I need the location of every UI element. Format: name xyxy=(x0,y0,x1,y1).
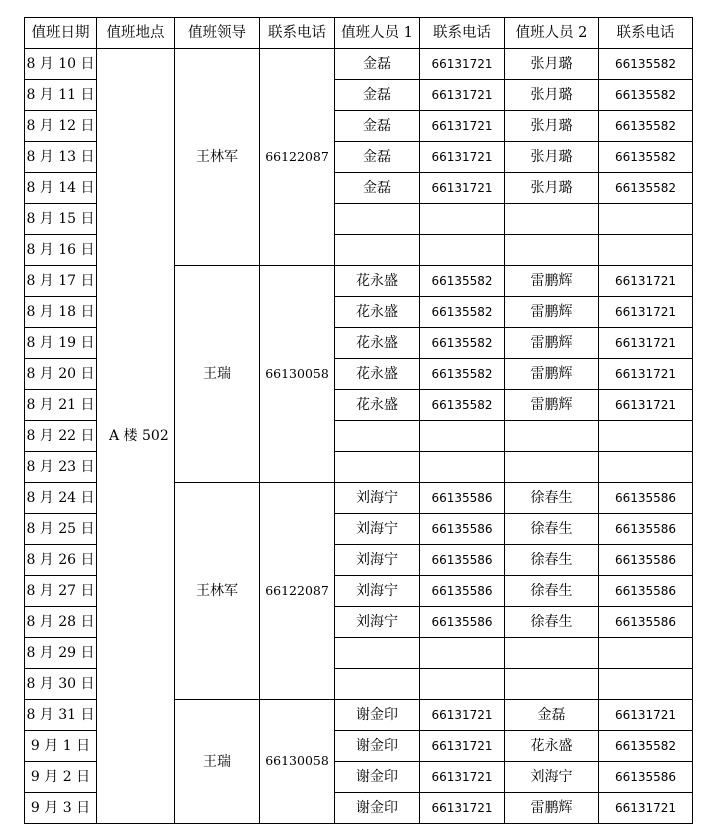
staff-2-cell: 金磊 xyxy=(505,700,599,731)
staff-2-phone-cell xyxy=(599,204,693,235)
staff-2-cell: 雷鹏辉 xyxy=(505,390,599,421)
duty-date-cell: 8 月 23 日 xyxy=(25,452,97,483)
staff-2-cell: 张月璐 xyxy=(505,173,599,204)
staff-1-cell: 金磊 xyxy=(335,49,420,80)
header-row xyxy=(25,18,693,49)
header-duty-date: 值班日期 xyxy=(25,18,97,49)
staff-2-phone-cell: 66135582 xyxy=(599,173,693,204)
staff-2-cell xyxy=(505,204,599,235)
staff-2-cell: 花永盛 xyxy=(505,731,599,762)
leader-phone-cell: 66130058 xyxy=(260,266,335,483)
staff-2-phone-cell xyxy=(599,452,693,483)
staff-1-phone-cell: 66131721 xyxy=(420,173,505,204)
staff-1-cell xyxy=(335,204,420,235)
staff-2-phone-cell: 66135582 xyxy=(599,49,693,80)
staff-1-phone-cell xyxy=(420,452,505,483)
staff-1-cell: 花永盛 xyxy=(335,328,420,359)
duty-date-cell: 8 月 28 日 xyxy=(25,607,97,638)
staff-2-phone-cell xyxy=(599,669,693,700)
leader-phone-cell: 66122087 xyxy=(260,49,335,266)
duty-date-cell: 8 月 27 日 xyxy=(25,576,97,607)
duty-date-cell: 8 月 25 日 xyxy=(25,514,97,545)
staff-1-phone-cell: 66135586 xyxy=(420,514,505,545)
staff-2-cell: 雷鹏辉 xyxy=(505,328,599,359)
duty-date-cell: 8 月 30 日 xyxy=(25,669,97,700)
staff-2-phone-cell: 66131721 xyxy=(599,297,693,328)
staff-1-cell: 谢金印 xyxy=(335,793,420,824)
staff-1-phone-cell: 66135582 xyxy=(420,390,505,421)
staff-1-cell: 花永盛 xyxy=(335,297,420,328)
staff-2-cell: 雷鹏辉 xyxy=(505,266,599,297)
header-duty-location: 值班地点 xyxy=(97,18,175,49)
staff-2-cell xyxy=(505,421,599,452)
staff-2-phone-cell: 66131721 xyxy=(599,328,693,359)
staff-2-cell: 雷鹏辉 xyxy=(505,359,599,390)
header-staff-2: 值班人员 2 xyxy=(505,18,599,49)
staff-1-cell xyxy=(335,452,420,483)
staff-1-cell: 金磊 xyxy=(335,111,420,142)
duty-date-cell: 8 月 11 日 xyxy=(25,80,97,111)
duty-date-cell: 8 月 17 日 xyxy=(25,266,97,297)
staff-1-phone-cell: 66131721 xyxy=(420,80,505,111)
staff-2-cell: 徐春生 xyxy=(505,483,599,514)
staff-1-cell: 刘海宁 xyxy=(335,483,420,514)
staff-1-cell: 谢金印 xyxy=(335,762,420,793)
staff-1-cell xyxy=(335,669,420,700)
staff-1-phone-cell: 66131721 xyxy=(420,700,505,731)
staff-2-cell xyxy=(505,638,599,669)
staff-2-phone-cell: 66135582 xyxy=(599,142,693,173)
staff-2-phone-cell xyxy=(599,421,693,452)
table-row xyxy=(25,49,693,80)
staff-2-phone-cell: 66131721 xyxy=(599,266,693,297)
duty-date-cell: 8 月 26 日 xyxy=(25,545,97,576)
staff-1-cell xyxy=(335,235,420,266)
staff-1-phone-cell: 66131721 xyxy=(420,762,505,793)
staff-2-phone-cell: 66135582 xyxy=(599,731,693,762)
staff-2-phone-cell: 66135582 xyxy=(599,80,693,111)
staff-2-cell: 雷鹏辉 xyxy=(505,793,599,824)
staff-2-phone-cell: 66135586 xyxy=(599,545,693,576)
staff-2-phone-cell: 66131721 xyxy=(599,390,693,421)
staff-2-phone-cell: 66135582 xyxy=(599,111,693,142)
duty-date-cell: 8 月 19 日 xyxy=(25,328,97,359)
staff-2-phone-cell: 66135586 xyxy=(599,762,693,793)
duty-location-cell: A 楼 502 xyxy=(97,49,175,824)
staff-1-cell: 花永盛 xyxy=(335,266,420,297)
duty-date-cell: 9 月 3 日 xyxy=(25,793,97,824)
duty-date-cell: 8 月 13 日 xyxy=(25,142,97,173)
staff-1-cell xyxy=(335,421,420,452)
staff-1-cell: 金磊 xyxy=(335,142,420,173)
leader-phone-cell: 66122087 xyxy=(260,483,335,700)
header-duty-leader: 值班领导 xyxy=(175,18,260,49)
staff-2-cell xyxy=(505,235,599,266)
header-staff-1-phone: 联系电话 xyxy=(420,18,505,49)
staff-2-cell xyxy=(505,669,599,700)
staff-1-cell: 金磊 xyxy=(335,80,420,111)
duty-date-cell: 8 月 31 日 xyxy=(25,700,97,731)
staff-1-cell: 谢金印 xyxy=(335,700,420,731)
staff-2-phone-cell xyxy=(599,638,693,669)
staff-1-phone-cell: 66131721 xyxy=(420,111,505,142)
staff-1-cell: 刘海宁 xyxy=(335,545,420,576)
staff-2-cell: 张月璐 xyxy=(505,80,599,111)
staff-1-phone-cell: 66135586 xyxy=(420,576,505,607)
staff-2-phone-cell xyxy=(599,235,693,266)
duty-date-cell: 8 月 15 日 xyxy=(25,204,97,235)
duty-date-cell: 9 月 2 日 xyxy=(25,762,97,793)
staff-2-cell: 徐春生 xyxy=(505,576,599,607)
staff-1-cell: 谢金印 xyxy=(335,731,420,762)
staff-1-phone-cell: 66135586 xyxy=(420,607,505,638)
duty-date-cell: 9 月 1 日 xyxy=(25,731,97,762)
duty-date-cell: 8 月 24 日 xyxy=(25,483,97,514)
duty-date-cell: 8 月 20 日 xyxy=(25,359,97,390)
staff-2-cell: 徐春生 xyxy=(505,607,599,638)
staff-1-phone-cell xyxy=(420,669,505,700)
staff-1-phone-cell xyxy=(420,204,505,235)
staff-1-phone-cell: 66135582 xyxy=(420,328,505,359)
duty-leader-cell: 王林军 xyxy=(175,49,260,266)
leader-phone-cell: 66130058 xyxy=(260,700,335,824)
staff-2-phone-cell: 66131721 xyxy=(599,793,693,824)
staff-1-phone-cell: 66135586 xyxy=(420,483,505,514)
staff-2-cell: 张月璐 xyxy=(505,111,599,142)
staff-2-cell: 张月璐 xyxy=(505,49,599,80)
staff-2-phone-cell: 66135586 xyxy=(599,607,693,638)
staff-2-phone-cell: 66135586 xyxy=(599,576,693,607)
staff-1-cell: 刘海宁 xyxy=(335,607,420,638)
staff-2-cell: 徐春生 xyxy=(505,514,599,545)
staff-2-cell: 雷鹏辉 xyxy=(505,297,599,328)
duty-date-cell: 8 月 16 日 xyxy=(25,235,97,266)
duty-date-cell: 8 月 10 日 xyxy=(25,49,97,80)
header-leader-phone: 联系电话 xyxy=(260,18,335,49)
staff-1-phone-cell: 66135582 xyxy=(420,266,505,297)
header-staff-1: 值班人员 1 xyxy=(335,18,420,49)
duty-date-cell: 8 月 21 日 xyxy=(25,390,97,421)
staff-1-cell: 刘海宁 xyxy=(335,576,420,607)
duty-leader-cell: 王林军 xyxy=(175,483,260,700)
staff-1-phone-cell xyxy=(420,421,505,452)
duty-leader-cell: 王瑞 xyxy=(175,266,260,483)
table-body xyxy=(25,49,693,824)
staff-2-phone-cell: 66135586 xyxy=(599,483,693,514)
staff-2-cell: 张月璐 xyxy=(505,142,599,173)
duty-schedule-table xyxy=(24,17,693,824)
duty-date-cell: 8 月 29 日 xyxy=(25,638,97,669)
header-staff-2-phone: 联系电话 xyxy=(599,18,693,49)
staff-1-phone-cell: 66135582 xyxy=(420,359,505,390)
staff-1-phone-cell: 66131721 xyxy=(420,731,505,762)
staff-2-cell: 刘海宁 xyxy=(505,762,599,793)
staff-1-cell: 花永盛 xyxy=(335,359,420,390)
staff-2-phone-cell: 66131721 xyxy=(599,700,693,731)
staff-2-phone-cell: 66135586 xyxy=(599,514,693,545)
staff-1-cell: 金磊 xyxy=(335,173,420,204)
staff-1-phone-cell: 66131721 xyxy=(420,793,505,824)
staff-1-phone-cell: 66135586 xyxy=(420,545,505,576)
staff-1-cell: 花永盛 xyxy=(335,390,420,421)
duty-date-cell: 8 月 22 日 xyxy=(25,421,97,452)
duty-leader-cell: 王瑞 xyxy=(175,700,260,824)
staff-1-cell xyxy=(335,638,420,669)
staff-1-phone-cell: 66135582 xyxy=(420,297,505,328)
staff-1-phone-cell: 66131721 xyxy=(420,142,505,173)
duty-date-cell: 8 月 18 日 xyxy=(25,297,97,328)
duty-date-cell: 8 月 14 日 xyxy=(25,173,97,204)
staff-2-phone-cell: 66131721 xyxy=(599,359,693,390)
staff-2-cell xyxy=(505,452,599,483)
staff-2-cell: 徐春生 xyxy=(505,545,599,576)
staff-1-phone-cell: 66131721 xyxy=(420,49,505,80)
staff-1-phone-cell xyxy=(420,235,505,266)
staff-1-cell: 刘海宁 xyxy=(335,514,420,545)
duty-date-cell: 8 月 12 日 xyxy=(25,111,97,142)
staff-1-phone-cell xyxy=(420,638,505,669)
